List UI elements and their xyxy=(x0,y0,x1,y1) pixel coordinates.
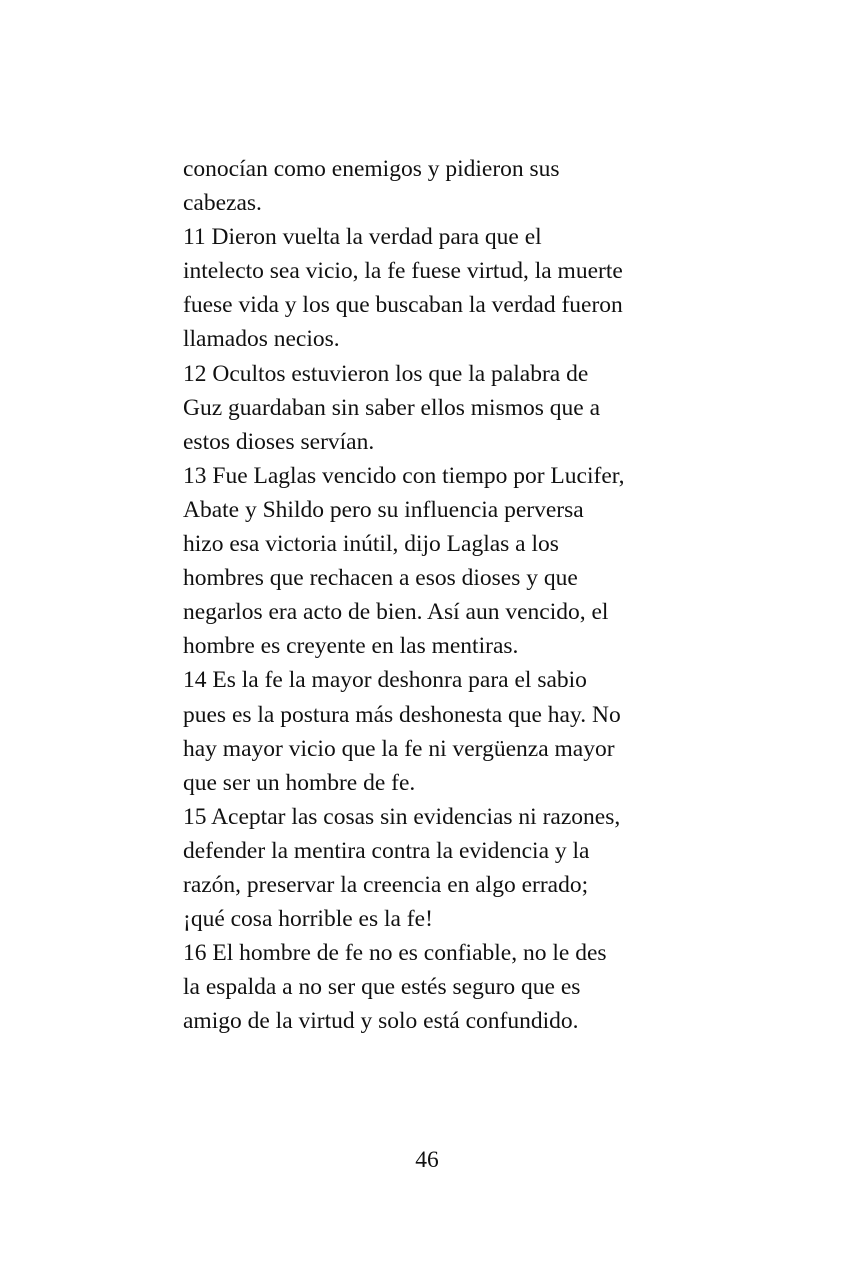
text-line: la espalda a no ser que estés seguro que es xyxy=(183,974,581,1001)
verse-13-line: 13 Fue Laglas vencido con tiempo por Lucifer, xyxy=(183,462,625,489)
text-line: ¡qué cosa horrible es la fe! xyxy=(183,906,433,933)
text-line: amigo de la virtud y solo está confundido. xyxy=(183,1008,579,1035)
text-line: defender la mentira contra la evidencia y la xyxy=(183,837,590,864)
text-line: estos dioses servían. xyxy=(183,428,375,455)
text-line: llamados necios. xyxy=(183,326,340,353)
page-number: 46 xyxy=(415,1147,439,1173)
text-line: razón, preservar la creencia en algo errado; xyxy=(183,871,589,898)
text-line: Abate y Shildo pero su influencia perversa xyxy=(183,496,584,523)
text-line: negarlos era acto de bien. Así aun vencido, el xyxy=(183,599,609,626)
verse-11-line: 11 Dieron vuelta la verdad para que el xyxy=(183,224,542,251)
text-line: que ser un hombre de fe. xyxy=(183,769,416,796)
verse-16-line: 16 El hombre de fe no es confiable, no le des xyxy=(183,940,607,967)
text-line: hombres que rechacen a esos dioses y que xyxy=(183,565,578,592)
page-body-text xyxy=(183,152,683,1038)
text-line: Guz guardaban sin saber ellos mismos que a xyxy=(183,394,601,421)
text-line: hay mayor vicio que la fe ni vergüenza mayor xyxy=(183,735,615,762)
text-line: pues es la postura más deshonesta que hay. No xyxy=(183,701,621,728)
text-line: hizo esa victoria inútil, dijo Laglas a los xyxy=(183,531,559,558)
text-line: cabezas. xyxy=(183,190,262,217)
verse-12-line: 12 Ocultos estuvieron los que la palabra de xyxy=(183,360,589,387)
text-line: conocían como enemigos y pidieron sus xyxy=(183,156,560,182)
text-line: fuese vida y los que buscaban la verdad fueron xyxy=(183,292,623,319)
verse-15-line: 15 Aceptar las cosas sin evidencias ni razones, xyxy=(183,803,621,830)
text-line: hombre es creyente en las mentiras. xyxy=(183,633,519,660)
text-line: intelecto sea vicio, la fe fuese virtud, la muerte xyxy=(183,258,623,285)
verse-14-line: 14 Es la fe la mayor deshonra para el sabio xyxy=(183,667,587,694)
